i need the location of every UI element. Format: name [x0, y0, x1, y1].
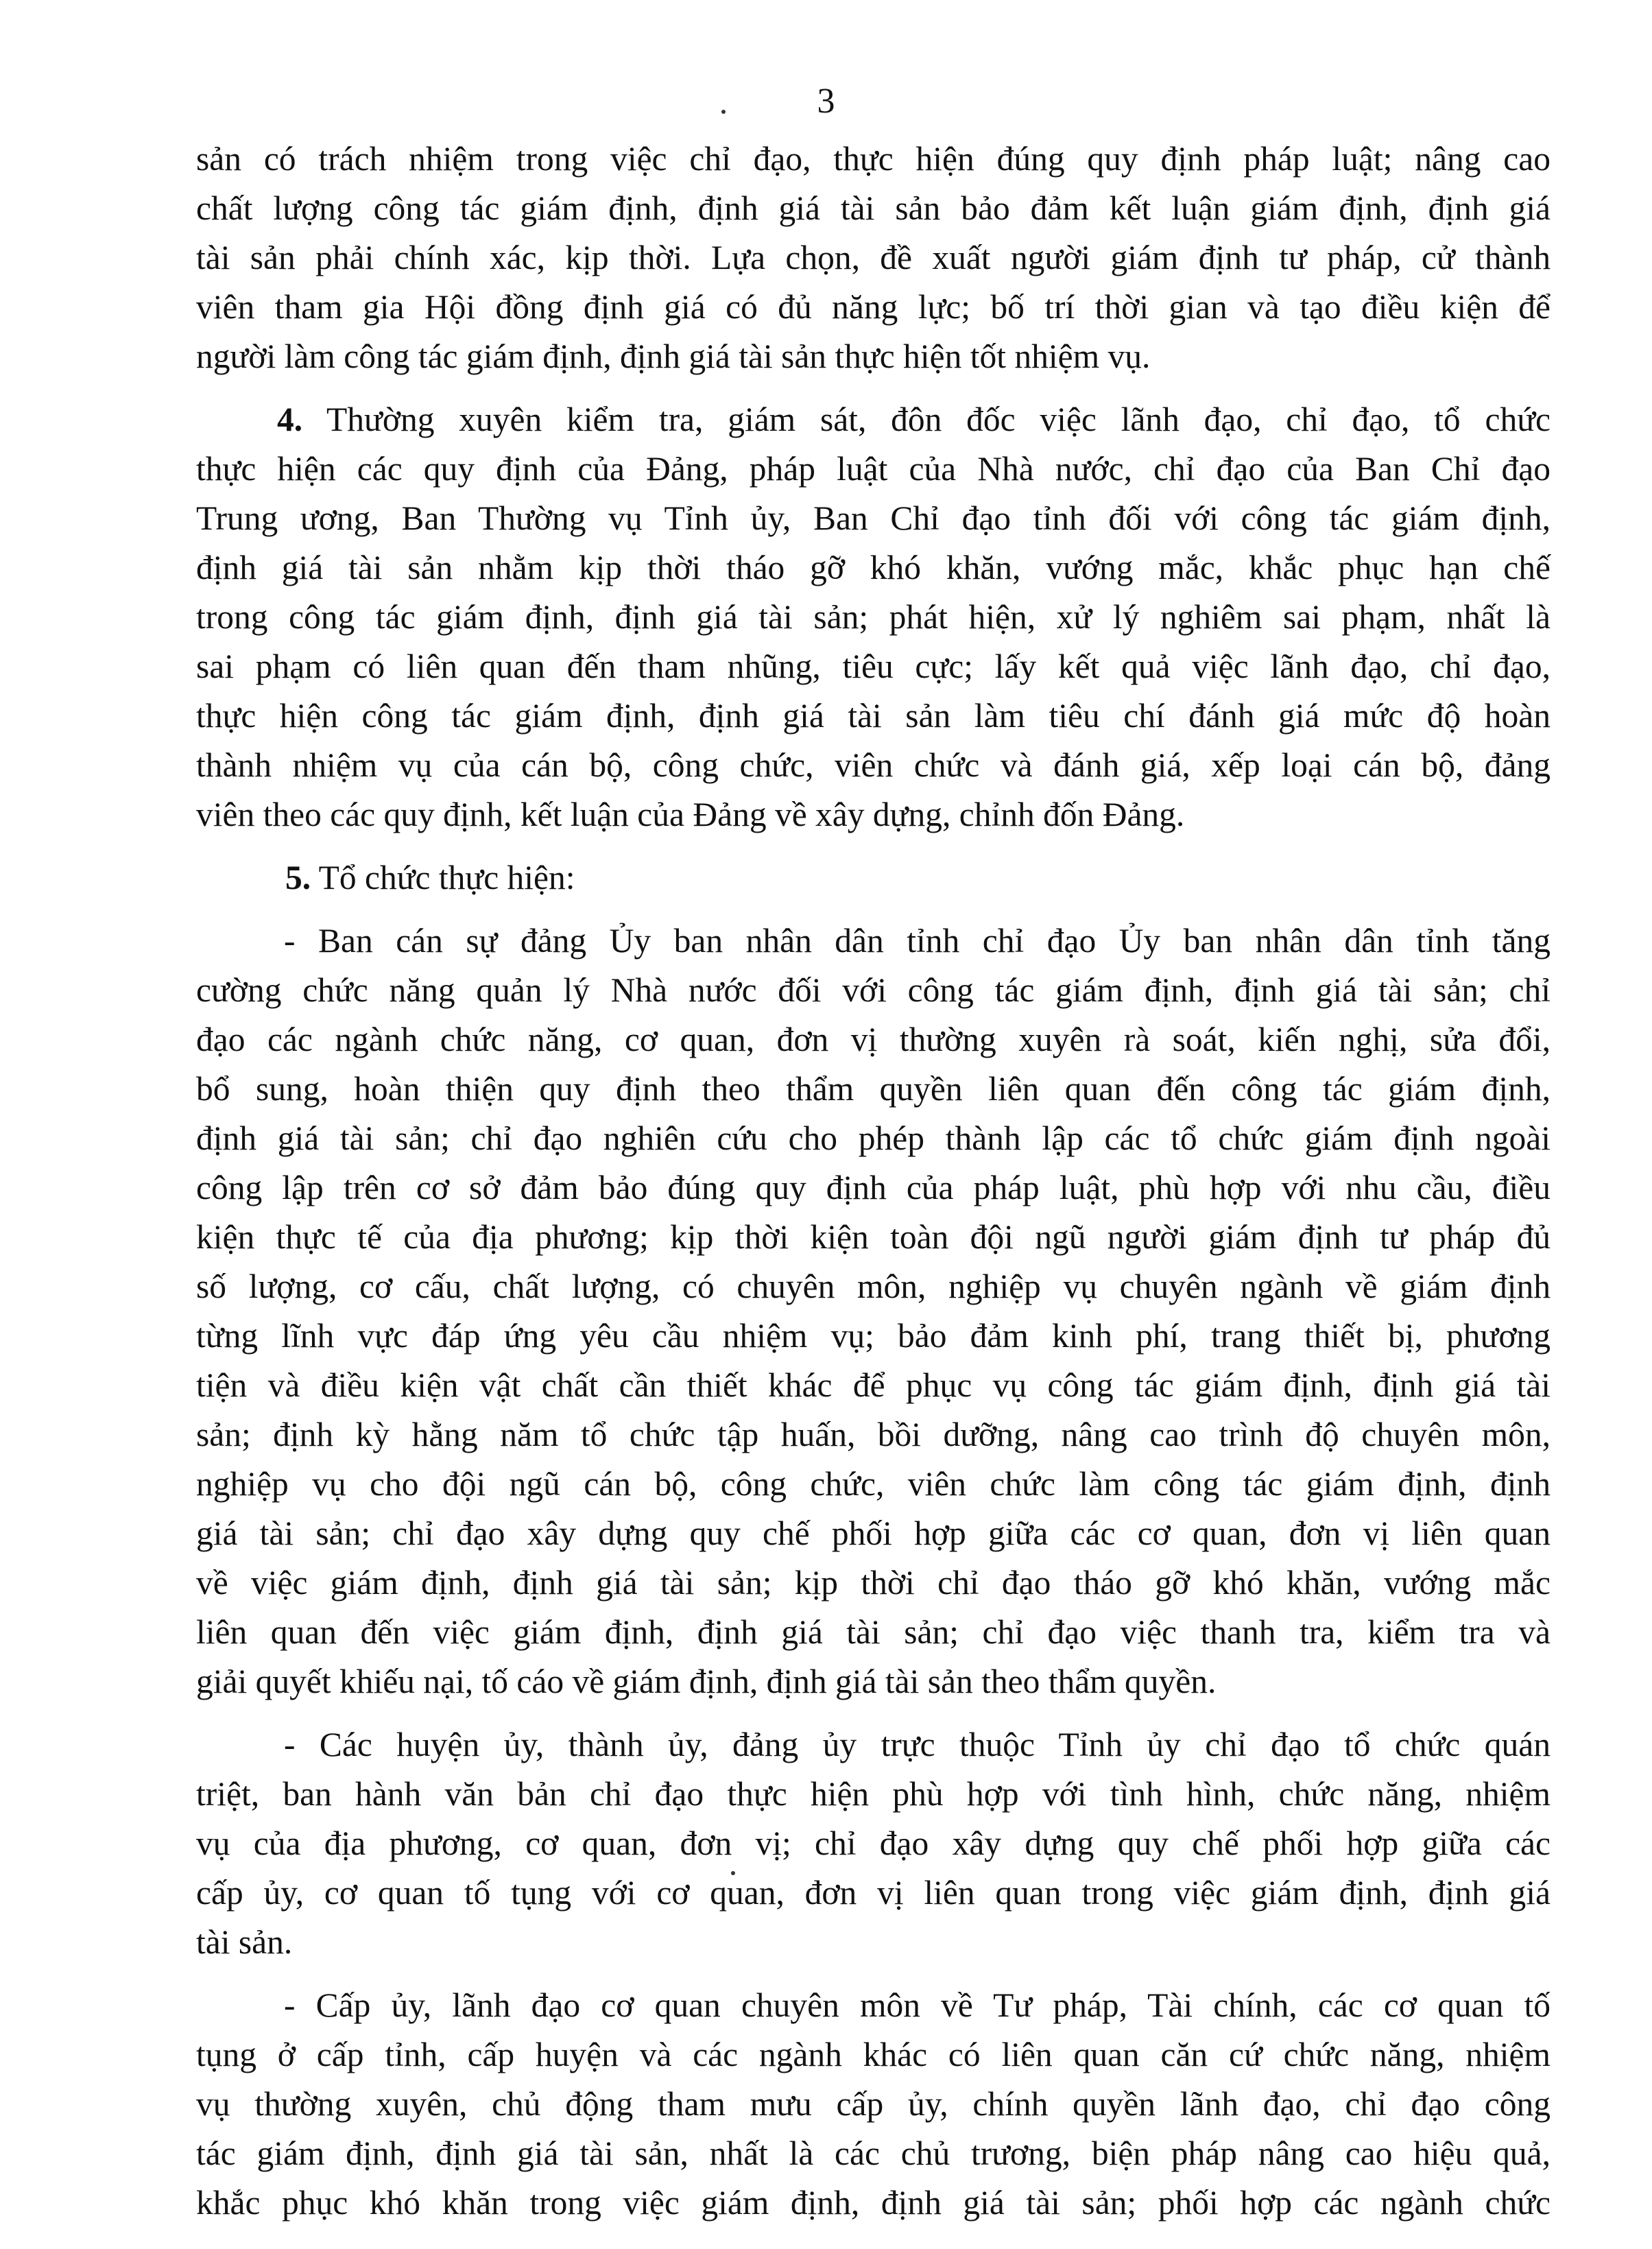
text-line: tụng ở cấp tỉnh, cấp huyện và các ngành khác có liên quan căn cứ chức năng, nhiệm — [196, 2036, 1551, 2073]
text-line: viên theo các quy định, kết luận của Đảng về xây dựng, chỉnh đốn Đảng. — [196, 796, 1185, 833]
text-line: định giá tài sản nhằm kịp thời tháo gỡ khó khăn, vướng mắc, khắc phục hạn chế — [196, 549, 1551, 586]
text-line: định giá tài sản; chỉ đạo nghiên cứu cho phép thành lập các tổ chức giám định ngoài — [196, 1119, 1551, 1157]
text-line: Trung ương, Ban Thường vụ Tỉnh ủy, Ban Chỉ đạo tỉnh đối với công tác giám định, — [196, 499, 1551, 537]
text-line: từng lĩnh vực đáp ứng yêu cầu nhiệm vụ; bảo đảm kinh phí, trang thiết bị, phương — [196, 1317, 1551, 1355]
text-line: tác giám định, định giá tài sản, nhất là các chủ trương, biện pháp nâng cao hiệu quả, — [196, 2134, 1551, 2172]
item-number: 4. — [277, 401, 303, 438]
text-line: về việc giám định, định giá tài sản; kịp thời chỉ đạo tháo gỡ khó khăn, vướng mắc — [196, 1564, 1551, 1602]
text-line: giải quyết khiếu nại, tố cáo về giám định, định giá tài sản theo thẩm quyền. — [196, 1663, 1217, 1700]
text-line: vụ thường xuyên, chủ động tham mưu cấp ủy, chính quyền lãnh đạo, chỉ đạo công — [196, 2085, 1551, 2123]
text-line: tài sản. — [196, 1923, 293, 1961]
text-line: thực hiện các quy định của Đảng, pháp luật của Nhà nước, chỉ đạo của Ban Chỉ đạo — [196, 450, 1551, 488]
text-line: vụ của địa phương, cơ quan, đơn vị; chỉ đạo xây dựng quy chế phối hợp giữa các — [196, 1824, 1551, 1862]
text-line: cấp ủy, cơ quan tố tụng với cơ quan, đơn vị liên quan trong việc giám định, định giá — [196, 1874, 1551, 1912]
text-line: thực hiện công tác giám định, định giá tài sản làm tiêu chí đánh giá mức độ hoàn — [196, 697, 1551, 735]
text-line: giá tài sản; chỉ đạo xây dựng quy chế phối hợp giữa các cơ quan, đơn vị liên quan — [196, 1514, 1551, 1552]
text-line — [196, 853, 1551, 903]
scan-speck — [721, 110, 726, 114]
text-line: nghiệp vụ cho đội ngũ cán bộ, công chức, viên chức làm công tác giám định, định — [196, 1465, 1551, 1503]
text-line: triệt, ban hành văn bản chỉ đạo thực hiện phù hợp với tình hình, chức năng, nhiệm — [196, 1775, 1551, 1813]
text-line: chất lượng công tác giám định, định giá tài sản bảo đảm kết luận giám định, định giá — [196, 189, 1551, 227]
paragraph-item-4 — [196, 395, 1551, 840]
page-number: 3 — [817, 82, 835, 121]
text-line: khắc phục khó khăn trong việc giám định, định giá tài sản; phối hợp các ngành chức — [196, 2184, 1551, 2222]
text-line: công lập trên cơ sở đảm bảo đúng quy định của pháp luật, phù hợp với nhu cầu, điều — [196, 1169, 1551, 1206]
paragraph-bullet-huyen-uy — [196, 1720, 1551, 1967]
document-body — [196, 134, 1551, 2228]
text-line: - Ban cán sự đảng Ủy ban nhân dân tỉnh chỉ đạo Ủy ban nhân dân tỉnh tăng — [284, 922, 1551, 960]
text-line: viên tham gia Hội đồng định giá có đủ năng lực; bố trí thời gian và tạo điều kiện để — [196, 288, 1551, 326]
text-line: người làm công tác giám định, định giá tài sản thực hiện tốt nhiệm vụ. — [196, 337, 1151, 375]
text-fragment: Tổ chức thực hiện: — [311, 859, 575, 896]
text-line: tài sản phải chính xác, kịp thời. Lựa chọn, đề xuất người giám định tư pháp, cử thành — [196, 239, 1551, 276]
text-line: - Cấp ủy, lãnh đạo cơ quan chuyên môn về Tư pháp, Tài chính, các cơ quan tố — [284, 1986, 1551, 2024]
paragraph-bullet-ubnd — [196, 916, 1551, 1706]
text-line: tiện và điều kiện vật chất cần thiết khác để phục vụ công tác giám định, định giá tài — [196, 1366, 1551, 1404]
text-line: kiện thực tế của địa phương; kịp thời kiện toàn đội ngũ người giám định tư pháp đủ — [196, 1218, 1551, 1256]
text-line: số lượng, cơ cấu, chất lượng, có chuyên môn, nghiệp vụ chuyên ngành về giám định — [196, 1268, 1551, 1305]
text-line: sản; định kỳ hằng năm tổ chức tập huấn, bồi dưỡng, nâng cao trình độ chuyên môn, — [196, 1416, 1551, 1453]
text-line: - Các huyện ủy, thành ủy, đảng ủy trực thuộc Tỉnh ủy chỉ đạo tổ chức quán — [284, 1726, 1551, 1763]
paragraph-item-5 — [196, 853, 1551, 903]
text-line: sai phạm có liên quan đến tham nhũng, tiêu cực; lấy kết quả việc lãnh đạo, chỉ đạo, — [196, 647, 1551, 685]
text-line: thành nhiệm vụ của cán bộ, công chức, viên chức và đánh giá, xếp loại cán bộ, đảng — [196, 746, 1551, 784]
item-number: 5. — [285, 859, 311, 896]
paragraph-bullet-cap-uy — [196, 1981, 1551, 2228]
text-line: trong công tác giám định, định giá tài sản; phát hiện, xử lý nghiêm sai phạm, nhất là — [196, 598, 1551, 636]
text-line — [196, 395, 1551, 444]
text-fragment: Thường xuyên kiểm tra, giám sát, đôn đốc việc lãnh đạo, chỉ đạo, tổ chức — [302, 401, 1551, 438]
paragraph-continuation — [196, 134, 1551, 381]
text-line: sản có trách nhiệm trong việc chỉ đạo, thực hiện đúng quy định pháp luật; nâng cao — [196, 140, 1551, 178]
text-line: đạo các ngành chức năng, cơ quan, đơn vị thường xuyên rà soát, kiến nghị, sửa đổi, — [196, 1021, 1551, 1058]
text-line: liên quan đến việc giám định, định giá tài sản; chỉ đạo việc thanh tra, kiểm tra và — [196, 1613, 1551, 1651]
text-line: cường chức năng quản lý Nhà nước đối với công tác giám định, định giá tài sản; chỉ — [196, 971, 1551, 1009]
text-line: bổ sung, hoàn thiện quy định theo thẩm quyền liên quan đến công tác giám định, — [196, 1070, 1551, 1108]
